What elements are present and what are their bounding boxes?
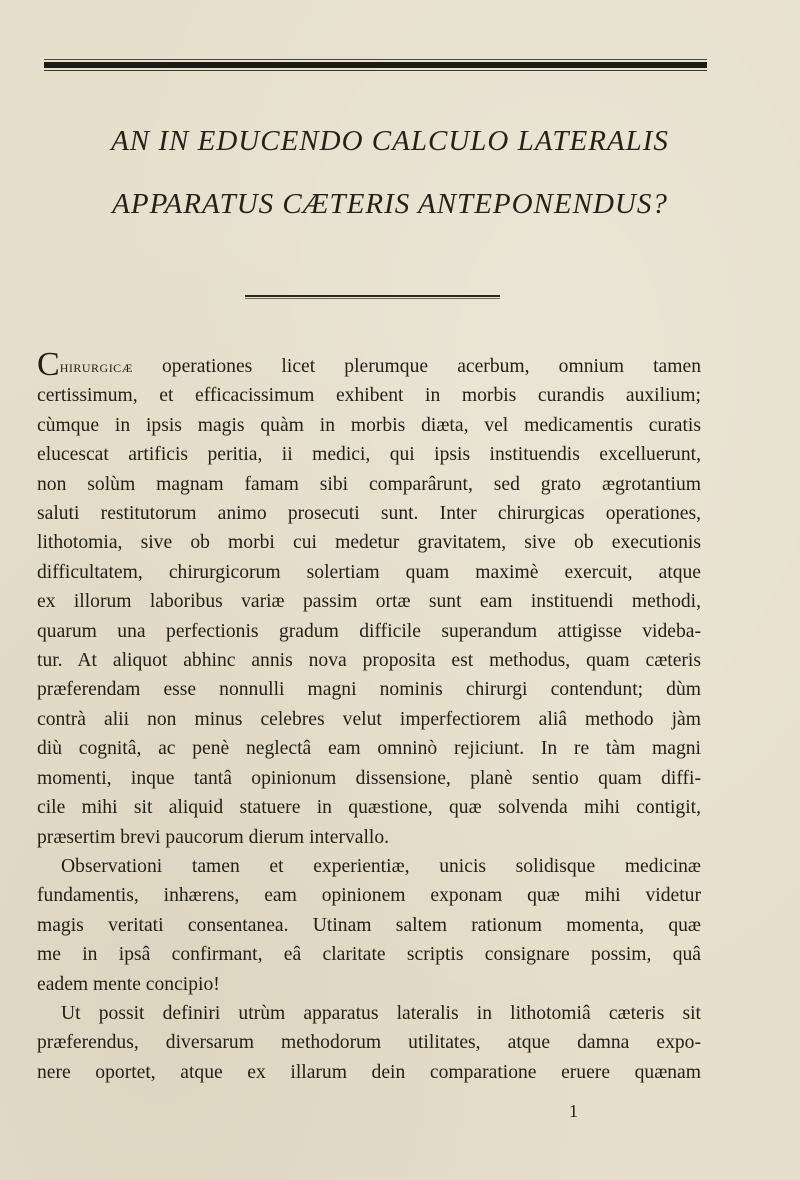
text-line: præsertim brevi paucorum dierum intervallo. — [37, 826, 390, 848]
paragraph-3 — [37, 999, 701, 1087]
small-caps-word: hirurgicæ — [59, 357, 133, 376]
paragraph-1 — [37, 346, 701, 852]
text-line: certissimum, et efficacissimum exhibent in morbis curandis auxilium; — [37, 385, 701, 407]
text-line: difficultatem, chirurgicorum solertiam quam maximè exercuit, atque — [37, 561, 701, 583]
text-line: præferendam esse nonnulli magni nominis chirurgi contendunt; dùm — [37, 679, 701, 701]
text-line: elucescat artificis peritia, ii medici, qui ipsis instituendis excelluerunt, — [37, 444, 701, 466]
heading-line-2: APPARATUS CÆTERIS ANTEPONENDUS? — [112, 188, 668, 220]
text-line: me in ipsâ confirmant, eâ claritate scriptis consignare possim, quâ — [37, 944, 701, 966]
text-line: nere oportet, atque ex illarum dein comparatione eruere quænam — [37, 1061, 701, 1083]
text-line: contrà alii non minus celebres velut imperfectiorem aliâ methodo jàm — [37, 708, 701, 730]
text-line: cile mihi sit aliquid statuere in quæstione, quæ solvenda mihi contigit, — [37, 797, 701, 819]
text-line: non solùm magnam famam sibi comparârunt, sed grato ægrotantium — [37, 473, 701, 495]
text-line: tur. At aliquot abhinc annis nova proposita est methodus, quam cæteris — [37, 650, 701, 672]
text-line: Observationi tamen et experientiæ, unicis solidisque medicinæ — [61, 855, 701, 877]
heading-divider — [245, 295, 500, 298]
text-line: ex illorum laboribus variæ passim ortæ sunt eam instituendi methodi, — [37, 591, 701, 613]
text-line: lithotomia, sive ob morbi cui medetur gravitatem, sive ob executionis — [37, 532, 701, 554]
page-number: 1 — [569, 1101, 578, 1121]
drop-cap: C — [37, 346, 60, 383]
text-line: eadem mente concipio! — [37, 973, 220, 995]
text-line: momenti, inque tantâ opinionum dissensione, planè sentio quam diffi- — [37, 767, 701, 789]
paragraph-2 — [37, 852, 701, 999]
text-line: saluti restitutorum animo prosecuti sunt. Inter chirurgicas operationes, — [37, 503, 701, 525]
text-line: cùmque in ipsis magis quàm in morbis diæta, vel medicamentis curatis — [37, 414, 701, 436]
text-line: fundamentis, inhærens, eam opinionem exponam quæ mihi videtur — [37, 885, 701, 907]
body-text — [37, 346, 701, 1087]
text-line: Ut possit definiri utrùm apparatus lateralis in lithotomiâ cæteris sit — [61, 1002, 701, 1024]
top-double-rule — [44, 59, 707, 73]
heading-line-1: AN IN EDUCENDO CALCULO LATERALIS — [111, 125, 669, 157]
text-line: magis veritati consentanea. Utinam saltem rationum momenta, quæ — [37, 914, 701, 936]
text-line: quarum una perfectionis gradum difficile superandum attigisse videba- — [37, 620, 701, 642]
text-line: diù cognitâ, ac penè neglectâ eam omninò rejiciunt. In re tàm magni — [37, 738, 701, 760]
text-line: præferendus, diversarum methodorum utilitates, atque damna expo- — [37, 1032, 701, 1054]
text-line: Chirurgicæ operationes licet plerumque acerbum, omnium tamen — [37, 346, 701, 383]
